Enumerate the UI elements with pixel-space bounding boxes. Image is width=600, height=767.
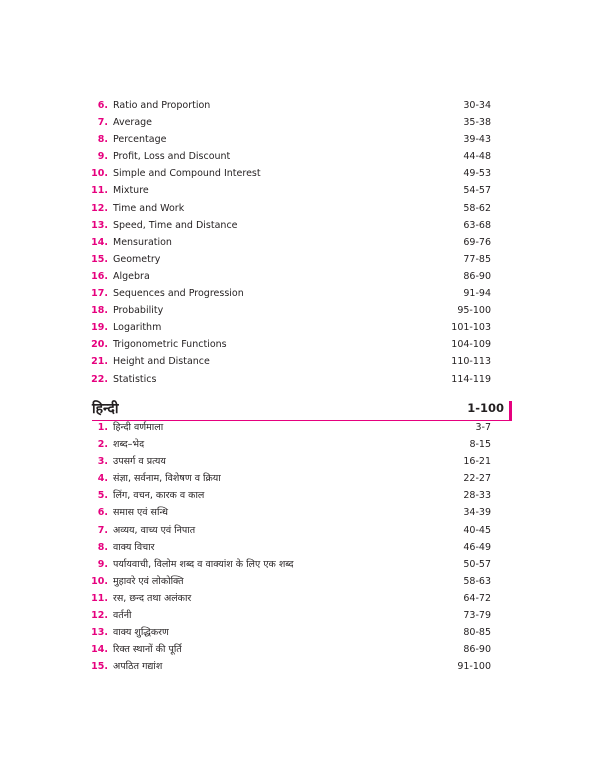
toc-entry [0, 436, 600, 453]
entry-number: 12. [91, 610, 108, 622]
entry-title: अपठित गद्यांश [113, 661, 163, 673]
toc-entry [0, 285, 600, 302]
toc-entry [0, 487, 600, 504]
entry-number: 14. [91, 236, 108, 248]
toc-entry [0, 268, 600, 285]
toc-entry [0, 200, 600, 217]
toc-entry [0, 148, 600, 165]
entry-title: Probability [113, 305, 164, 317]
entry-title: वाक्य विचार [113, 541, 155, 553]
entry-number: 11. [91, 592, 108, 604]
entry-number: 9. [97, 558, 108, 570]
entry-number: 5. [97, 490, 108, 502]
toc-entry [0, 336, 600, 353]
hindi-section-header [92, 398, 512, 421]
entry-title: वाक्य शुद्धिकरण [113, 627, 169, 639]
toc-entry [0, 539, 600, 556]
entry-number: 3. [97, 456, 108, 468]
entry-title: Geometry [113, 253, 161, 265]
entry-title: Profit, Loss and Discount [113, 151, 231, 163]
toc-entry [0, 371, 600, 388]
entry-pages: 101-103 [451, 322, 491, 334]
entry-number: 22. [91, 373, 108, 385]
entry-title: Trigonometric Functions [113, 339, 227, 351]
entry-title: Percentage [113, 134, 167, 146]
entry-title: मुहावरे एवं लोकोक्ति [113, 575, 184, 587]
entry-title: वर्तनी [113, 610, 132, 622]
toc-entry [0, 470, 600, 487]
entry-number: 9. [97, 151, 108, 163]
entry-number: 8. [97, 134, 108, 146]
toc-entry [0, 573, 600, 590]
entry-number: 16. [91, 270, 108, 282]
entry-pages: 104-109 [451, 339, 491, 351]
entry-number: 21. [91, 356, 108, 368]
entry-title: उपसर्ग व प्रत्यय [113, 456, 166, 468]
entry-title: Mensuration [113, 236, 172, 248]
entry-number: 7. [97, 117, 108, 129]
entry-pages: 73-79 [463, 610, 491, 622]
entry-pages: 69-76 [463, 236, 491, 248]
toc-entry [0, 217, 600, 234]
entry-title: Statistics [113, 373, 157, 385]
entry-number: 10. [91, 575, 108, 587]
math-toc-list [0, 97, 600, 388]
entry-title: हिन्दी वर्णमाला [113, 422, 164, 433]
entry-title: Algebra [113, 270, 150, 282]
entry-number: 14. [91, 644, 108, 656]
entry-number: 15. [91, 253, 108, 265]
entry-number: 6. [97, 507, 108, 519]
entry-number: 1. [97, 422, 108, 433]
entry-title: शब्द–भेद [113, 439, 145, 451]
toc-entry [0, 182, 600, 199]
toc-entry [0, 165, 600, 182]
entry-title: Average [113, 117, 153, 129]
toc-entry [0, 641, 600, 658]
entry-pages: 46-49 [463, 541, 491, 553]
entry-number: 12. [91, 202, 108, 214]
entry-title: लिंग, वचन, कारक व काल [113, 490, 205, 502]
toc-entry [0, 302, 600, 319]
entry-title: रस, छन्द तथा अलंकार [113, 592, 192, 604]
entry-number: 18. [91, 305, 108, 317]
entry-number: 8. [97, 541, 108, 553]
entry-pages: 54-57 [463, 185, 491, 197]
entry-pages: 8-15 [469, 439, 491, 451]
entry-pages: 40-45 [463, 524, 491, 536]
entry-number: 13. [91, 219, 108, 231]
entry-pages: 91-94 [463, 288, 491, 300]
entry-title: पर्यायवाची, विलोम शब्द व वाक्यांश के लिए एक शब्द [113, 558, 294, 570]
toc-entry [0, 504, 600, 521]
section-title: हिन्दी [92, 401, 119, 417]
entry-pages: 22-27 [463, 473, 491, 485]
toc-entry [0, 556, 600, 573]
entry-number: 13. [91, 627, 108, 639]
entry-pages: 86-90 [463, 270, 491, 282]
entry-title: Height and Distance [113, 356, 210, 368]
entry-pages: 39-43 [463, 134, 491, 146]
entry-number: 15. [91, 661, 108, 673]
entry-pages: 80-85 [463, 627, 491, 639]
entry-number: 17. [91, 288, 108, 300]
entry-pages: 110-113 [451, 356, 491, 368]
toc-entry [0, 590, 600, 607]
toc-entry [0, 419, 600, 436]
section-accent-bar [509, 401, 512, 420]
entry-pages: 50-57 [463, 558, 491, 570]
toc-entry [0, 114, 600, 131]
entry-number: 2. [97, 439, 108, 451]
entry-pages: 49-53 [463, 168, 491, 180]
entry-title: Sequences and Progression [113, 288, 244, 300]
entry-title: Logarithm [113, 322, 162, 334]
entry-title: Time and Work [113, 202, 185, 214]
entry-number: 7. [97, 524, 108, 536]
hindi-toc-list [0, 419, 600, 675]
section-page-range: 1-100 [467, 401, 504, 415]
toc-entry [0, 97, 600, 114]
entry-pages: 86-90 [463, 644, 491, 656]
toc-entry [0, 522, 600, 539]
entry-number: 4. [97, 473, 108, 485]
entry-title: अव्यय, वाच्य एवं निपात [113, 524, 196, 536]
entry-pages: 95-100 [457, 305, 491, 317]
entry-pages: 28-33 [463, 490, 491, 502]
entry-title: समास एवं सन्धि [113, 507, 168, 519]
entry-title: रिक्त स्थानों की पूर्ति [113, 644, 182, 656]
entry-number: 19. [91, 322, 108, 334]
entry-pages: 44-48 [463, 151, 491, 163]
entry-pages: 63-68 [463, 219, 491, 231]
toc-entry [0, 607, 600, 624]
entry-title: Ratio and Proportion [113, 100, 211, 111]
toc-entry [0, 251, 600, 268]
entry-pages: 64-72 [463, 592, 491, 604]
entry-pages: 58-63 [463, 575, 491, 587]
toc-entry [0, 453, 600, 470]
toc-entry [0, 234, 600, 251]
toc-entry [0, 658, 600, 675]
entry-pages: 3-7 [475, 422, 491, 433]
entry-pages: 16-21 [463, 456, 491, 468]
entry-number: 10. [91, 168, 108, 180]
entry-pages: 30-34 [463, 100, 491, 111]
entry-title: Speed, Time and Distance [113, 219, 238, 231]
entry-pages: 91-100 [457, 661, 491, 673]
entry-title: संज्ञा, सर्वनाम, विशेषण व क्रिया [113, 473, 221, 485]
toc-entry [0, 319, 600, 336]
entry-pages: 58-62 [463, 202, 491, 214]
entry-number: 6. [97, 100, 108, 111]
entry-pages: 114-119 [451, 373, 491, 385]
toc-entry [0, 353, 600, 370]
entry-pages: 35-38 [463, 117, 491, 129]
toc-entry [0, 624, 600, 641]
entry-title: Simple and Compound Interest [113, 168, 261, 180]
entry-pages: 77-85 [463, 253, 491, 265]
entry-pages: 34-39 [463, 507, 491, 519]
entry-number: 20. [91, 339, 108, 351]
entry-title: Mixture [113, 185, 149, 197]
entry-number: 11. [91, 185, 108, 197]
toc-entry [0, 131, 600, 148]
